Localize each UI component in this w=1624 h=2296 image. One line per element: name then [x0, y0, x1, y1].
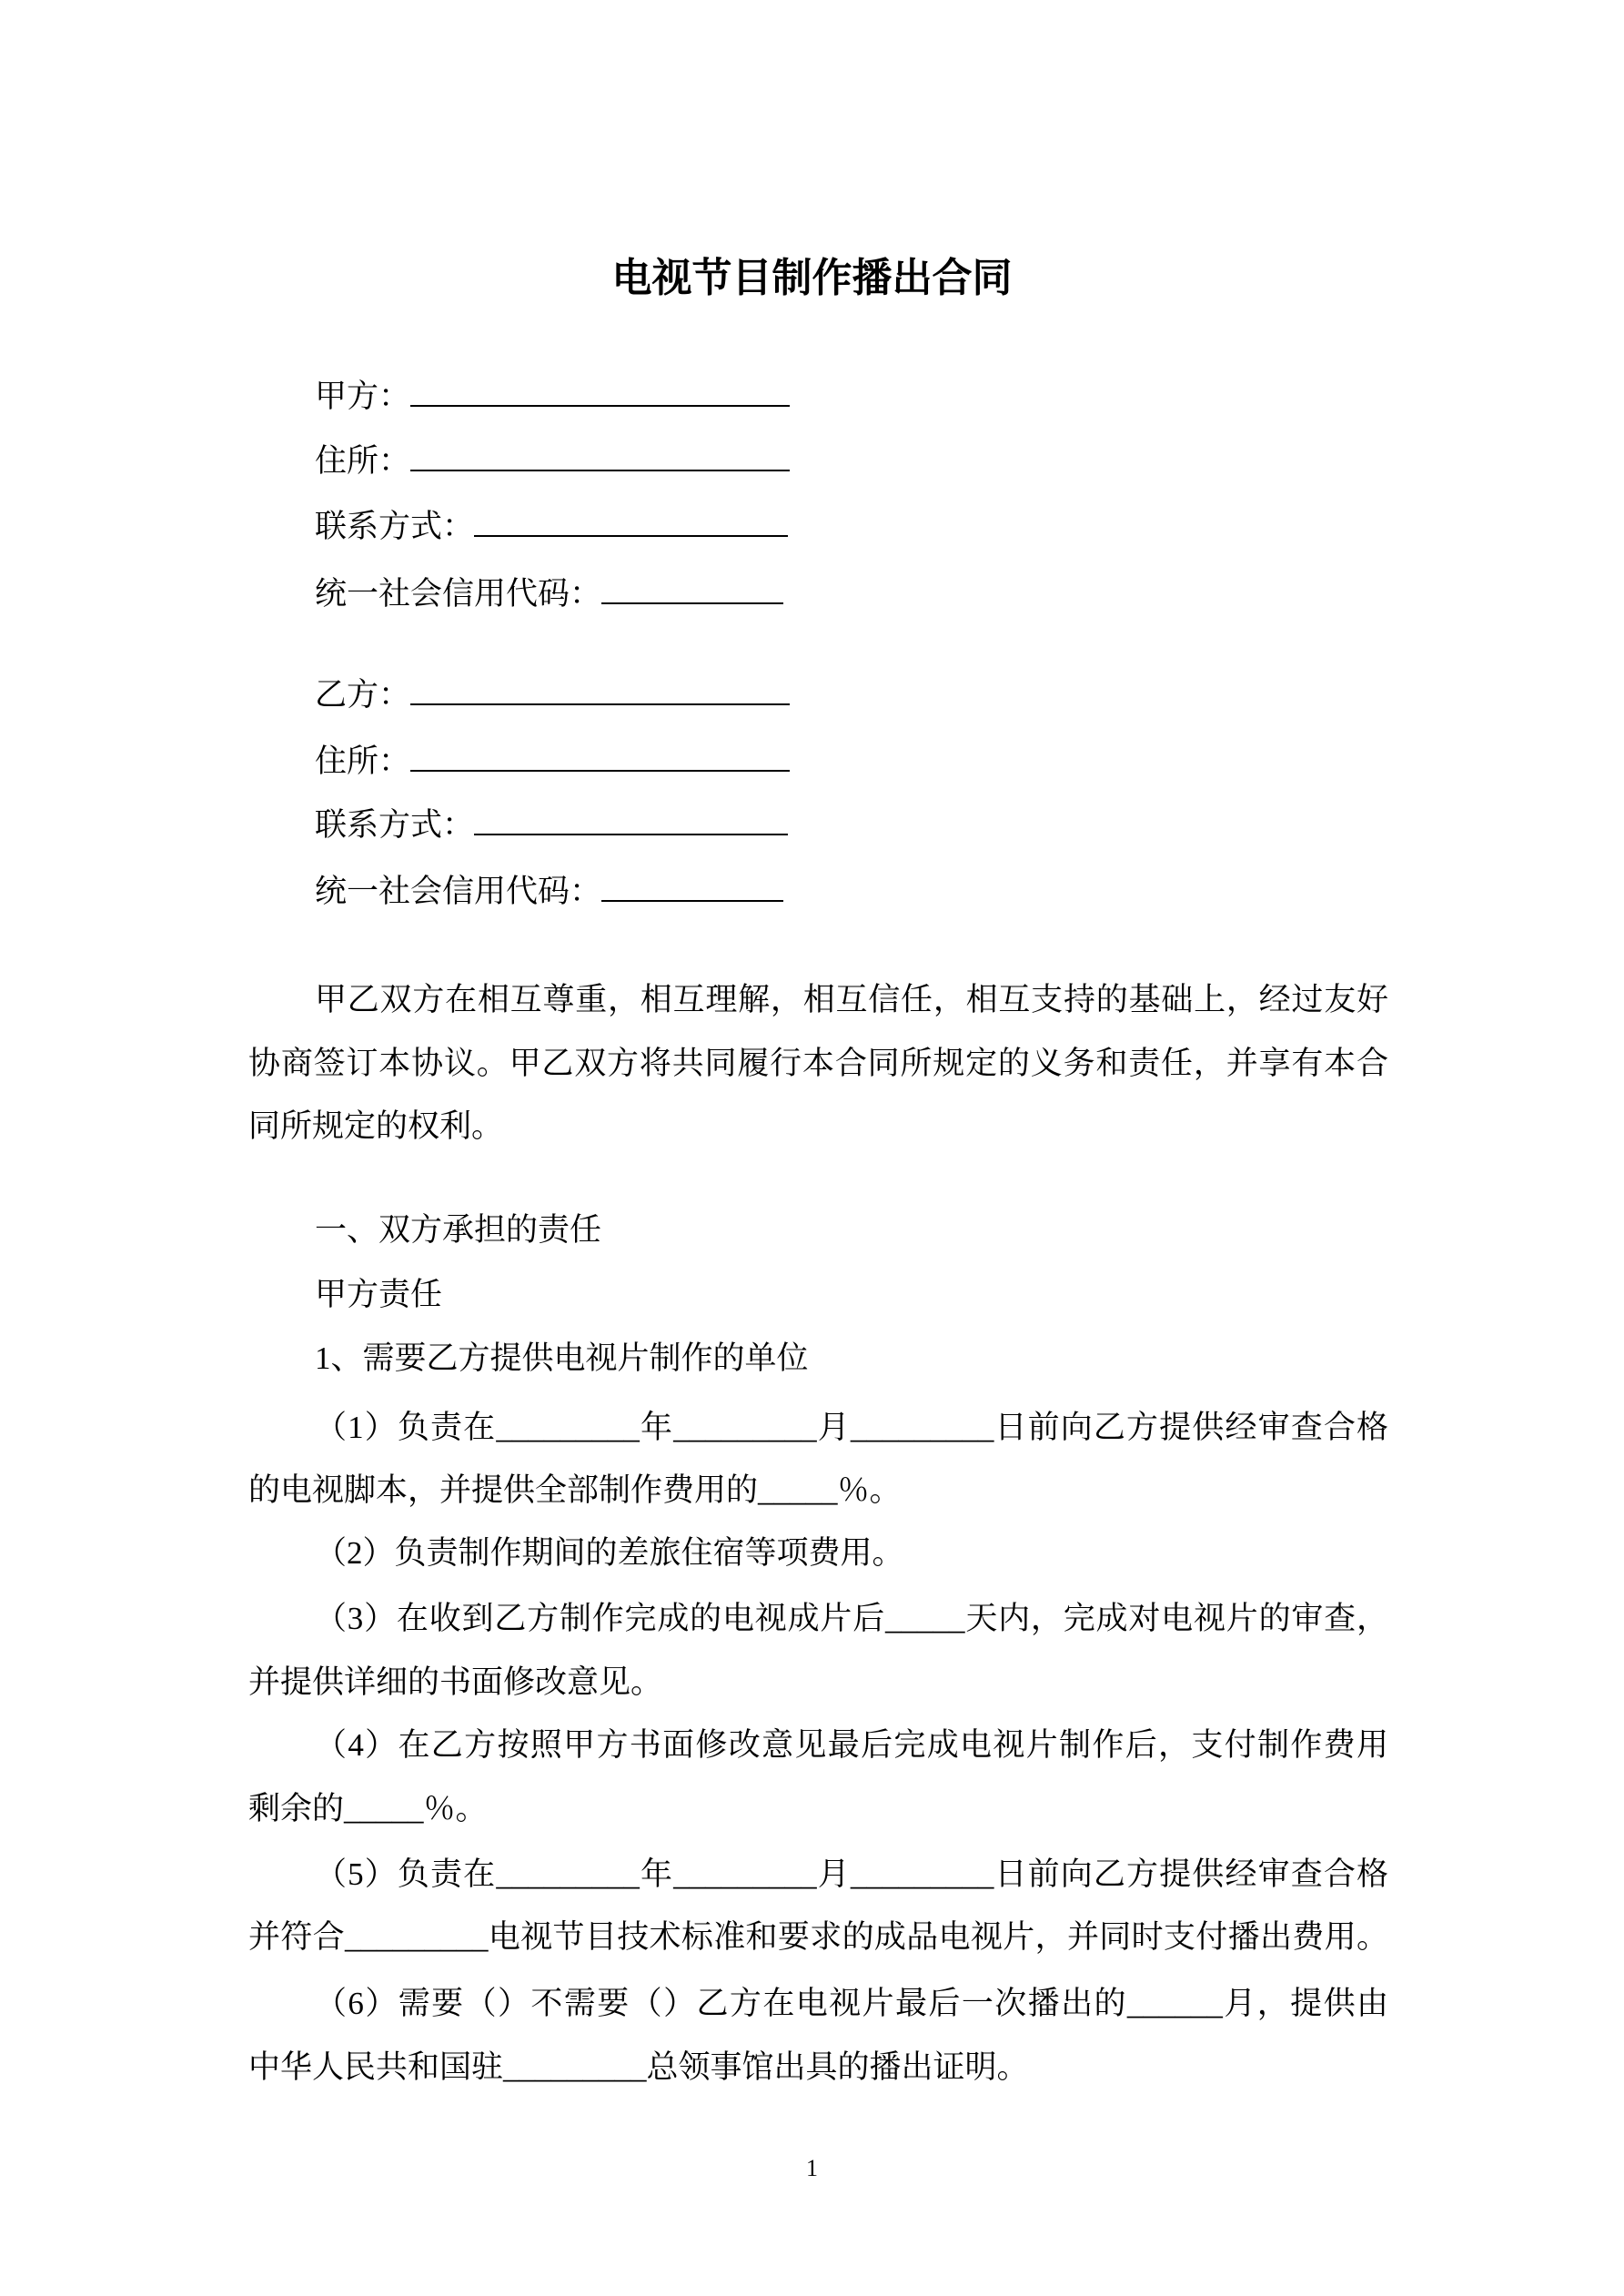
clause-line: （3）在收到乙方制作完成的电视成片后_____天内，完成对电视片的审查， [315, 1601, 1388, 1636]
blank-line [601, 871, 783, 902]
label: 统一社会信用代码： [315, 576, 602, 612]
label: 住所： [315, 743, 411, 779]
clause-line: （1）负责在_________年_________月_________日前向乙方提供经审查合格 [315, 1410, 1388, 1445]
blank-line [410, 741, 790, 772]
clause-line: 的电视脚本，并提供全部制作费用的_____％。 [248, 1472, 902, 1508]
blank-line [410, 376, 790, 407]
blank-line [601, 573, 783, 604]
clause-line: 剩余的_____％。 [248, 1791, 488, 1826]
clause-line: 并提供详细的书面修改意见。 [248, 1664, 663, 1700]
label: 甲方： [315, 379, 411, 414]
intro-line: 甲乙双方在相互尊重，相互理解，相互信任，相互支持的基础上，经过友好 [315, 982, 1388, 1017]
party-a-name-field [315, 376, 790, 417]
intro-line: 协商签订本协议。甲乙双方将共同履行本合同所规定的义务和责任，并享有本合 [248, 1046, 1388, 1081]
section-heading: 一、双方承担的责任 [315, 1212, 602, 1248]
label: 统一社会信用代码： [315, 874, 602, 909]
clause-line: （2）负责制作期间的差旅住宿等项费用。 [315, 1535, 904, 1571]
label: 联系方式： [315, 509, 475, 544]
clause-line: 并符合_________电视节目技术标准和要求的成品电视片，并同时支付播出费用。 [248, 1919, 1388, 1955]
label: 联系方式： [315, 807, 475, 843]
blank-line [410, 674, 790, 705]
blank-line [410, 440, 790, 471]
clause-line: （5）负责在_________年_________月_________日前向乙方提供经审查合格 [315, 1856, 1388, 1892]
blank-line [474, 506, 788, 537]
clause-line: （6）需要（）不需要（）乙方在电视片最后一次播出的______月，提供由 [315, 1986, 1388, 2021]
clause-item: 1、需要乙方提供电视片制作的单位 [315, 1340, 809, 1376]
document-title: 电视节目制作播出合同 [611, 256, 1013, 300]
intro-line: 同所规定的权利。 [248, 1108, 504, 1144]
party-a-address-field [315, 440, 790, 481]
party-b-address-field [315, 741, 790, 782]
clause-line: 中华人民共和国驻_________总领事馆出具的播出证明。 [248, 2049, 1029, 2085]
party-b-name-field [315, 674, 790, 715]
page-number: 1 [806, 2155, 818, 2181]
clause-line: （4）在乙方按照甲方书面修改意见最后完成电视片制作后，支付制作费用 [315, 1727, 1388, 1763]
label: 乙方： [315, 677, 411, 713]
party-b-credit-code-field [315, 871, 783, 912]
party-a-credit-code-field [315, 573, 783, 614]
party-b-contact-field [315, 804, 788, 845]
label: 住所： [315, 443, 411, 479]
blank-line [474, 804, 788, 835]
party-a-contact-field [315, 506, 788, 547]
subheading: 甲方责任 [315, 1277, 443, 1312]
